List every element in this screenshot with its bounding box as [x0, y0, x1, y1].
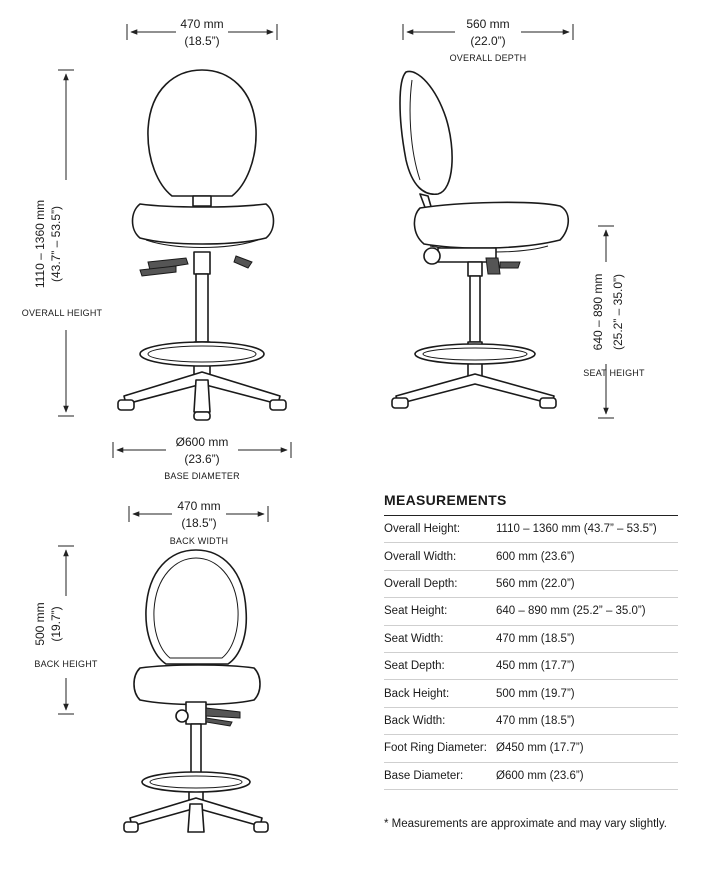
overall-depth-dimension [403, 17, 573, 63]
back-view [33, 499, 268, 832]
base-diameter-in: (23.6”) [184, 452, 220, 466]
measurement-label: Base Diameter: [384, 769, 464, 782]
back-width-in: (18.5”) [181, 516, 217, 530]
measurements-title: MEASUREMENTS [384, 492, 678, 516]
seat-height-dimension [583, 226, 645, 418]
measurement-row [384, 571, 678, 598]
overall-height-caption: OVERALL HEIGHT [21, 308, 103, 318]
front-width-mm: 470 mm [180, 17, 224, 31]
base-diameter-dimension [113, 435, 291, 481]
measurement-label: Back Width: [384, 714, 446, 727]
overall-depth-caption: OVERALL DEPTH [449, 53, 527, 63]
overall-height-dimension [22, 70, 103, 416]
measurement-row [384, 598, 678, 625]
measurement-row [384, 626, 678, 653]
overall-height-mm: 1110 – 1360 mm [33, 199, 47, 289]
measurement-value: 500 mm (19.7”) [496, 687, 575, 700]
measurement-label: Overall Depth: [384, 577, 458, 590]
front-width-in: (18.5”) [184, 34, 220, 48]
measurement-row [384, 735, 678, 762]
measurement-label: Overall Width: [384, 550, 457, 563]
measurement-value: 640 – 890 mm (25.2” – 35.0”) [496, 605, 646, 618]
seat-height-mm: 640 – 890 mm [591, 273, 605, 351]
measurement-value: 1110 – 1360 mm (43.7” – 53.5”) [496, 523, 657, 536]
measurement-value: 470 mm (18.5”) [496, 714, 575, 727]
measurement-row [384, 516, 678, 543]
measurement-label: Overall Height: [384, 523, 461, 536]
measurements-table [384, 492, 678, 790]
side-chair-drawing [392, 71, 568, 408]
overall-height-in: (43.7” – 53.5”) [49, 205, 63, 283]
measurement-label: Seat Width: [384, 632, 444, 645]
measurement-label: Foot Ring Diameter: [384, 742, 487, 755]
measurement-label: Seat Depth: [384, 660, 445, 673]
back-chair-drawing [124, 550, 268, 832]
front-chair-drawing [118, 70, 286, 420]
overall-depth-in: (22.0”) [470, 34, 506, 48]
base-diameter-mm: Ø600 mm [175, 435, 229, 449]
back-width-mm: 470 mm [177, 499, 221, 513]
back-height-in: (19.7”) [49, 606, 63, 642]
measurement-row [384, 543, 678, 570]
measurement-value: Ø450 mm (17.7”) [496, 742, 584, 755]
measurement-value: 470 mm (18.5”) [496, 632, 575, 645]
measurement-row [384, 708, 678, 735]
measurement-label: Back Height: [384, 687, 450, 700]
measurement-value: 600 mm (23.6”) [496, 550, 575, 563]
base-diameter-caption: BASE DIAMETER [164, 471, 240, 481]
back-height-caption: BACK HEIGHT [34, 659, 98, 669]
measurement-value: 560 mm (22.0”) [496, 577, 575, 590]
back-height-dimension [33, 546, 98, 714]
overall-depth-mm: 560 mm [466, 17, 510, 31]
measurement-row [384, 653, 678, 680]
measurement-value: 450 mm (17.7”) [496, 660, 575, 673]
measurement-row [384, 680, 678, 707]
seat-height-in: (25.2” – 35.0”) [611, 273, 625, 351]
measurement-label: Seat Height: [384, 605, 448, 618]
back-height-mm: 500 mm [33, 602, 47, 646]
front-view [22, 17, 291, 481]
front-width-dimension [127, 17, 277, 48]
measurement-value: Ø600 mm (23.6”) [496, 769, 584, 782]
back-width-dimension [129, 499, 268, 546]
side-view [392, 17, 645, 418]
back-width-caption: BACK WIDTH [169, 536, 229, 546]
seat-height-caption: SEAT HEIGHT [583, 368, 645, 378]
measurement-row [384, 763, 678, 790]
measurements-rows [384, 516, 678, 790]
measurements-footnote: * Measurements are approximate and may vary slightly. [384, 818, 667, 830]
